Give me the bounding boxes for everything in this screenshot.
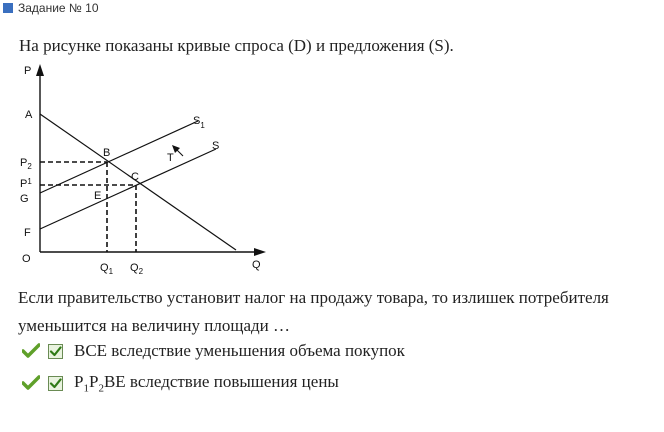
- answer-option-2[interactable]: [22, 372, 339, 394]
- correct-check-icon: [22, 375, 40, 391]
- origin-label: O: [22, 253, 31, 265]
- tax-question-line-2: уменьшится на величину площади …: [18, 316, 291, 335]
- point-f-label: F: [24, 227, 31, 239]
- p1-label: $P^1$: [20, 177, 32, 190]
- answer-checkbox-2[interactable]: [48, 376, 63, 391]
- s-label: S: [212, 140, 220, 152]
- task-label: Задание № 10: [18, 1, 99, 15]
- point-e-label: E: [94, 190, 102, 202]
- y-axis-arrow: [36, 64, 44, 76]
- axis-y-label: P: [24, 65, 32, 77]
- point-c-label: C: [131, 171, 139, 183]
- answer-checkbox-1[interactable]: [48, 344, 63, 359]
- supply-curve-s: [40, 149, 216, 229]
- q2-label: $Q_2$: [130, 262, 144, 276]
- point-g-label: G: [20, 193, 29, 205]
- point-b-label: B: [103, 147, 111, 159]
- s1-label: $S_1$: [193, 115, 205, 130]
- point-a-label: A: [25, 109, 33, 121]
- answer-text-2: $P_1P_2BE$ вследствие повышения цены: [74, 372, 339, 395]
- q1-label: $Q_1$: [100, 262, 114, 276]
- axis-x-label: Q: [252, 259, 261, 271]
- tax-label: T: [167, 152, 174, 164]
- answer-option-1[interactable]: [22, 341, 405, 361]
- supply-curve-s1: [40, 121, 198, 193]
- tax-question-line-1: Если правительство установит налог на продажу товара, то излишек потребителя: [18, 288, 609, 307]
- question-text: На рисунке показаны кривые спроса (D) и предложения (S).: [19, 36, 454, 55]
- correct-check-icon: [22, 343, 40, 359]
- x-axis-arrow: [254, 248, 266, 256]
- tax-question: [18, 284, 662, 340]
- answer-text-1: BCE вследствие уменьшения объема покупок: [74, 341, 405, 360]
- p2-label: $P_2$: [20, 157, 32, 171]
